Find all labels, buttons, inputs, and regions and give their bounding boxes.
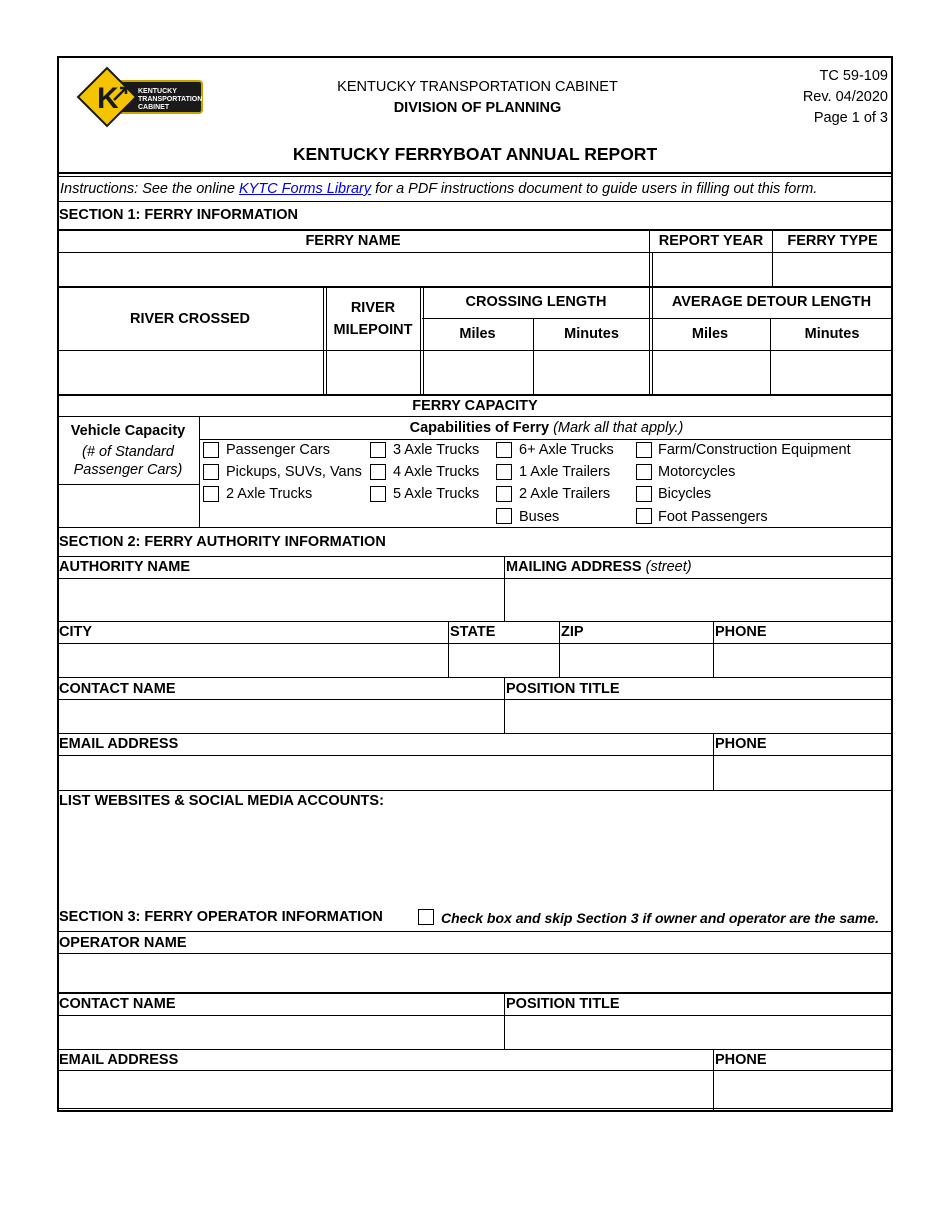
section-1-heading: SECTION 1: FERRY INFORMATION [59,207,298,223]
mailing-address-note: (street) [641,559,692,575]
crossing-minutes-label: Minutes [564,326,619,342]
form-revision: Rev. 04/2020 [802,89,888,105]
capabilities-note: (Mark all that apply.) [549,420,684,436]
checkbox-motorcycles[interactable] [636,464,652,480]
ferry-type-input[interactable] [774,254,891,286]
section-2-heading: SECTION 2: FERRY AUTHORITY INFORMATION [59,534,386,550]
checkbox-5-axle-trucks[interactable] [370,486,386,502]
operator-contact-name-input[interactable] [59,1017,502,1048]
option-2-axle-trailers: 2 Axle Trailers [519,486,611,502]
operator-phone-label: PHONE [715,1052,767,1068]
vehicle-capacity-note-2: Passenger Cars) [73,462,183,478]
mailing-address-label: MAILING ADDRESS [506,559,642,575]
option-4-axle-trucks: 4 Axle Trucks [393,464,480,480]
report-year-label: REPORT YEAR [658,233,764,249]
river-crossed-input[interactable] [59,352,321,394]
email-address-input[interactable] [59,757,711,789]
city-input[interactable] [59,645,446,676]
capabilities-label: Capabilities of Ferry [409,420,550,436]
email-phone-label: PHONE [715,736,767,752]
ferry-name-label: FERRY NAME [305,233,401,249]
org-line-2: DIVISION OF PLANNING [393,100,562,116]
instructions [60,181,817,198]
websites-input[interactable] [59,812,891,902]
operator-email-label: EMAIL ADDRESS [59,1052,179,1068]
vehicle-capacity-label: Vehicle Capacity [70,423,186,439]
option-motorcycles: Motorcycles [658,464,736,480]
operator-phone-input[interactable] [715,1072,891,1108]
crossing-length-label: CROSSING LENGTH [465,294,607,310]
logo-text-3: CABINET [138,104,170,111]
vehicle-capacity-input[interactable] [59,486,197,526]
form-number: TC 59-109 [819,68,888,84]
ferry-name-input[interactable] [59,254,647,286]
checkbox-1-axle-trailers[interactable] [496,464,512,480]
checkbox-owner-same-as-operator[interactable] [418,909,434,925]
skip-note: Check box and skip Section 3 if owner and operator are the same. [441,910,880,926]
option-1-axle-trailers: 1 Axle Trailers [519,464,611,480]
position-title-label: POSITION TITLE [506,681,620,697]
zip-label: ZIP [561,624,584,640]
option-3-axle-trucks: 3 Axle Trucks [393,442,480,458]
authority-name-label: AUTHORITY NAME [59,559,191,575]
logo-letter: K [97,82,119,115]
option-buses: Buses [519,509,560,525]
crossing-miles-label: Miles [459,326,496,342]
form-title: KENTUCKY FERRYBOAT ANNUAL REPORT [292,144,658,164]
city-label: CITY [59,624,93,640]
position-title-input[interactable] [506,701,891,732]
detour-minutes-label: Minutes [804,326,860,342]
option-bicycles: Bicycles [658,486,712,502]
detour-minutes-input[interactable] [772,352,891,394]
crossing-minutes-input[interactable] [535,352,647,394]
checkbox-pickups-suvs-vans[interactable] [203,464,219,480]
river-milepoint-label-2: MILEPOINT [333,322,413,338]
operator-name-input[interactable] [59,955,891,992]
option-pickups-suvs-vans: Pickups, SUVs, Vans [226,464,362,480]
ferry-capacity-label: FERRY CAPACITY [412,398,538,414]
page-number: Page 1 of 3 [813,110,888,126]
crossing-miles-input[interactable] [425,352,531,394]
zip-input[interactable] [561,645,711,676]
section-3-heading: SECTION 3: FERRY OPERATOR INFORMATION [59,909,383,925]
operator-position-title-input[interactable] [506,1017,891,1048]
checkbox-bicycles[interactable] [636,486,652,502]
checkbox-3-axle-trucks[interactable] [370,442,386,458]
option-2-axle-trucks: 2 Axle Trucks [226,486,313,502]
org-line-1: KENTUCKY TRANSPORTATION CABINET [337,79,618,95]
logo-text-2: TRANSPORTATION [138,96,203,103]
checkbox-buses[interactable] [496,508,512,524]
phone-label: PHONE [715,624,767,640]
ferry-type-label: FERRY TYPE [787,233,878,249]
mailing-address-input[interactable] [506,580,891,620]
option-foot-passengers: Foot Passengers [658,509,768,525]
phone-input[interactable] [715,645,891,676]
authority-name-input[interactable] [59,580,502,620]
detour-miles-label: Miles [691,326,729,342]
river-milepoint-label-1: RIVER [350,300,396,316]
email-phone-input[interactable] [715,757,891,789]
detour-miles-input[interactable] [654,352,768,394]
state-input[interactable] [450,645,557,676]
operator-position-title-label: POSITION TITLE [506,996,620,1012]
operator-contact-name-label: CONTACT NAME [59,996,176,1012]
websites-label: LIST WEBSITES & SOCIAL MEDIA ACCOUNTS: [59,793,384,809]
vehicle-capacity-note-1: (# of Standard [82,444,174,460]
river-crossed-label: RIVER CROSSED [129,311,251,327]
option-6plus-axle-trucks: 6+ Axle Trucks [519,442,614,458]
instructions-suffix: for a PDF instructions document to guide users in filling out this form. [371,181,818,197]
logo-text-1: KENTUCKY [138,88,177,95]
operator-email-input[interactable] [59,1072,711,1108]
checkbox-farm-construction[interactable] [636,442,652,458]
kytc-logo [76,66,206,128]
checkbox-passenger-cars[interactable] [203,442,219,458]
checkbox-2-axle-trailers[interactable] [496,486,512,502]
contact-name-input[interactable] [59,701,502,732]
instructions-prefix: Instructions: See the online [60,181,239,197]
capabilities-heading [200,420,893,437]
option-passenger-cars: Passenger Cars [226,442,330,458]
mailing-address-label-wrap [506,559,692,576]
kytc-forms-library-link[interactable]: KYTC Forms Library [238,181,372,197]
email-address-label: EMAIL ADDRESS [59,736,179,752]
contact-name-label: CONTACT NAME [59,681,176,697]
report-year-input[interactable] [654,254,771,286]
avg-detour-length-label: AVERAGE DETOUR LENGTH [671,294,872,310]
river-milepoint-input[interactable] [328,352,418,394]
option-5-axle-trucks: 5 Axle Trucks [393,486,480,502]
checkbox-foot-passengers[interactable] [636,508,652,524]
checkbox-2-axle-trucks[interactable] [203,486,219,502]
option-farm-construction: Farm/Construction Equipment [658,442,851,458]
checkbox-4-axle-trucks[interactable] [370,464,386,480]
operator-name-label: OPERATOR NAME [59,935,187,951]
checkbox-6plus-axle-trucks[interactable] [496,442,512,458]
state-label: STATE [450,624,496,640]
